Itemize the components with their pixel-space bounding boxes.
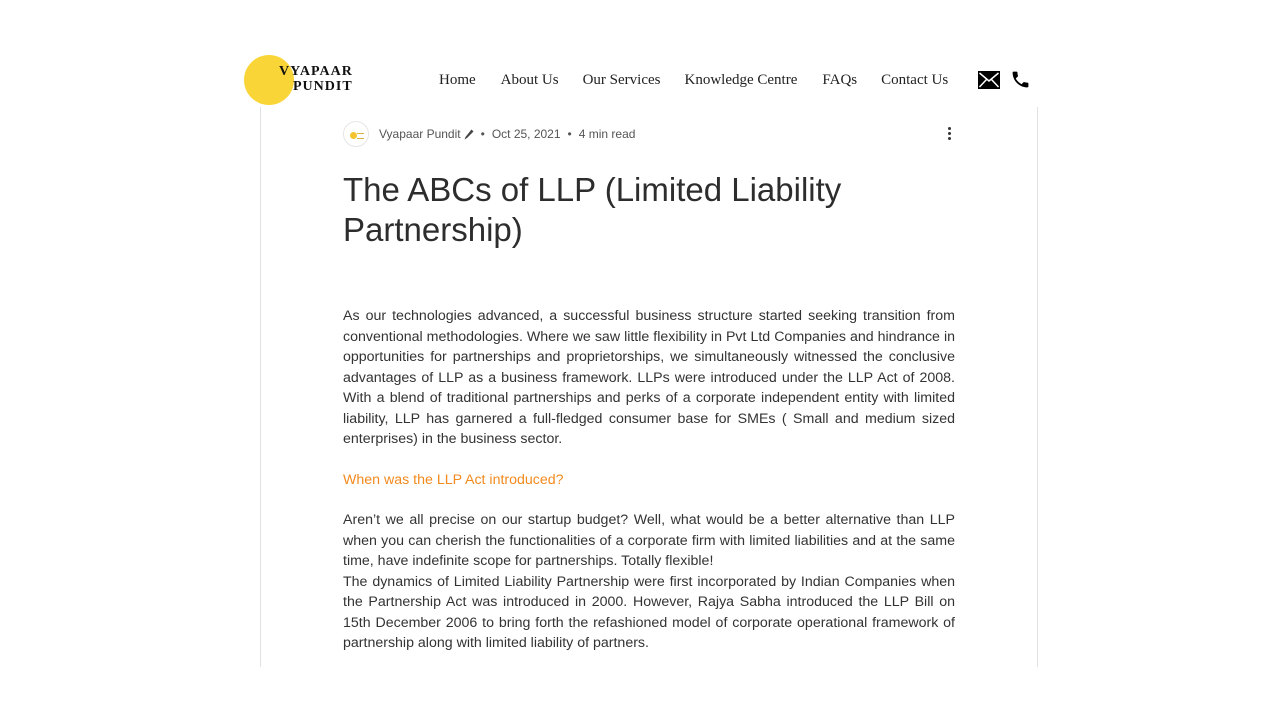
author-name[interactable]: Vyapaar Pundit (379, 127, 461, 141)
post-meta-text (379, 127, 635, 141)
nav-home[interactable]: Home (439, 72, 476, 88)
logo-text-line1: VYAPAAR (279, 64, 353, 79)
logo-circle (244, 55, 294, 105)
pen-icon (464, 129, 474, 140)
nav-knowledge-centre[interactable]: Knowledge Centre (684, 72, 798, 88)
post-meta (343, 121, 955, 147)
read-time: 4 min read (578, 127, 636, 141)
meta-separator: • (567, 127, 572, 141)
avatar-logo-mark (357, 133, 364, 139)
logo-text-line2: PUNDIT (293, 79, 353, 94)
author-avatar[interactable] (343, 121, 369, 147)
mail-icon[interactable] (978, 71, 1000, 89)
post-title: The ABCs of LLP (Limited Liability Partnership) (343, 171, 842, 248)
more-actions-icon[interactable] (947, 127, 951, 141)
nav-our-services[interactable]: Our Services (582, 72, 661, 88)
post-date: Oct 25, 2021 (491, 127, 561, 141)
phone-icon[interactable] (1010, 69, 1031, 90)
nav-about-us[interactable]: About Us (500, 72, 559, 88)
post-content (343, 306, 955, 654)
paragraph: As our technologies advanced, a successful business structure started seeking transition from conventional methodologies. Where we saw little flexibility in Pvt Ltd Companies and hindrance in opportunities for partnerships and proprietorships, we simultaneously witnessed the conclusive advantages of LLP as a business framework. LLPs were introduced under the LLP Act of 2008. With a blend of traditional partnerships and perks of a corporate independent entity with limited liability, LLP has garnered a full-fledged consumer base for SMEs ( Small and medium sized enterprises) in the business sector. (343, 308, 955, 447)
main-nav (439, 72, 948, 92)
nav-faqs[interactable]: FAQs (822, 72, 858, 88)
site-logo[interactable] (244, 55, 364, 107)
avatar-logo-dot (350, 132, 357, 139)
meta-separator: • (480, 127, 485, 141)
nav-contact-us[interactable]: Contact Us (881, 72, 949, 88)
paragraph: Aren’t we all precise on our startup budget? Well, what would be a better alternative than LLP when you can cherish the functionalities of a corporate firm with limited liabilities and at the same time, have indefinite scope for partnerships. Totally flexible! (343, 512, 955, 569)
paragraph: The dynamics of Limited Liability Partnership were first incorporated by Indian Companies when the Partnership Act was introduced in 2000. However, Rajya Sabha introduced the LLP Bill on 15th December 2006 to bring forth the refashioned model of corporate operational framework of partnership along with limited liability of partners. (343, 573, 955, 651)
section-heading: When was the LLP Act introduced? (343, 471, 564, 488)
